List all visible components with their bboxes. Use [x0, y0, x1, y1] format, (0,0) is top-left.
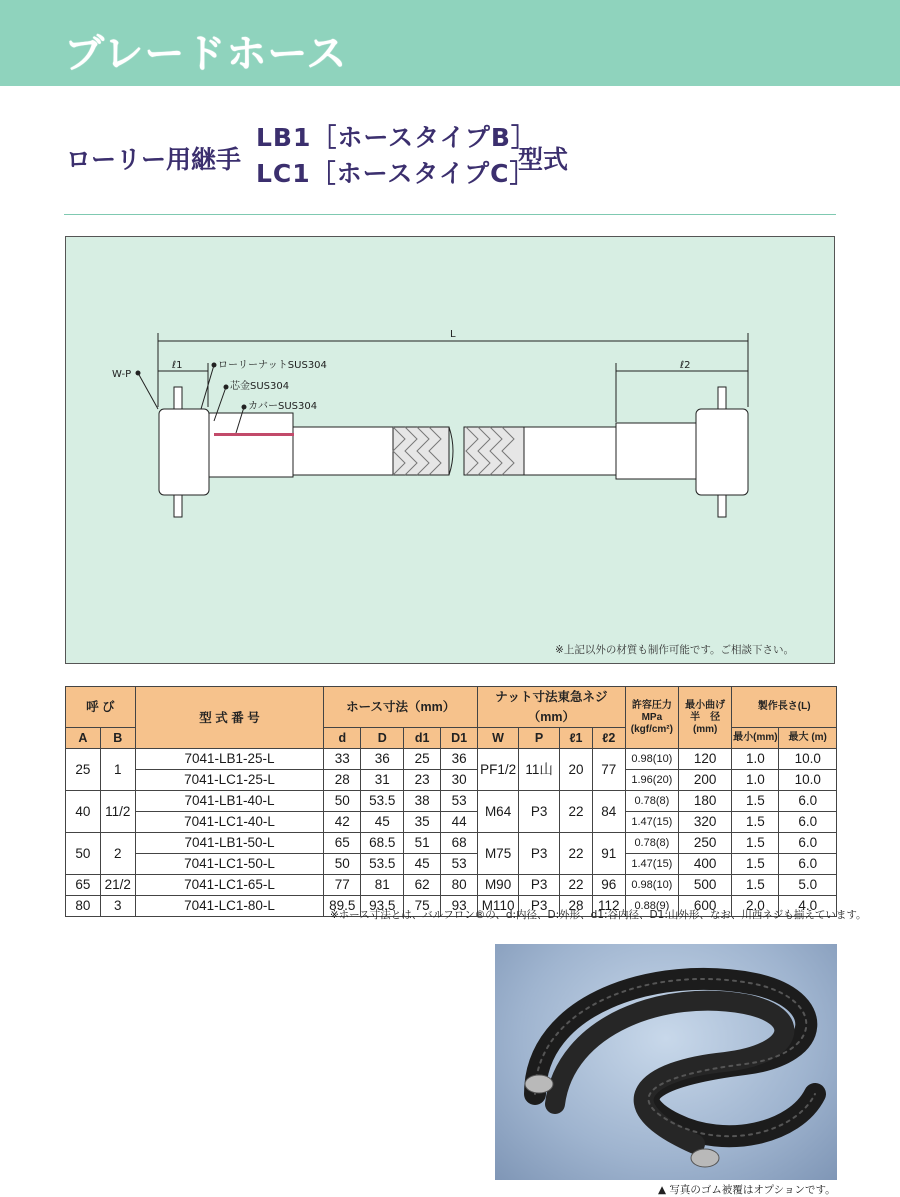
col-pressure: 許容圧力 MPa (kgf/cm²) [625, 687, 678, 749]
cell-model: 7041-LB1-25-L [135, 749, 324, 770]
cell-radius: 120 [679, 749, 732, 770]
col-D: D [361, 728, 404, 749]
spec-table [65, 686, 837, 917]
cell-D1: 80 [441, 875, 478, 896]
cell-d: 77 [324, 875, 361, 896]
cell-min: 1.5 [732, 812, 779, 833]
photo-caption: ▲ 写真のゴム被覆はオプションです。 [658, 1184, 836, 1196]
cell-D1: 93 [441, 896, 478, 917]
cell-d1: 75 [404, 896, 441, 917]
cell-max: 10.0 [779, 749, 837, 770]
cell-model: 7041-LC1-65-L [135, 875, 324, 896]
col-D1: D1 [441, 728, 478, 749]
table-row [66, 833, 837, 854]
col-max: 最大 (m) [779, 728, 837, 749]
cell-d1: 62 [404, 875, 441, 896]
cell-min: 1.0 [732, 749, 779, 770]
cell-pressure: 0.98(10) [625, 749, 678, 770]
cell-d1: 45 [404, 854, 441, 875]
cell-D: 45 [361, 812, 404, 833]
table-row [66, 791, 837, 812]
col-min: 最小(mm) [732, 728, 779, 749]
label-cover: カバーSUS304 [248, 401, 318, 412]
col-l2: ℓ2 [592, 728, 625, 749]
cell-D: 53.5 [361, 791, 404, 812]
cell-w: PF1/2 [478, 749, 519, 791]
cell-l1: 22 [560, 833, 593, 875]
cell-D1: 53 [441, 854, 478, 875]
cell-radius: 600 [679, 896, 732, 917]
cell-D: 31 [361, 770, 404, 791]
cell-radius: 500 [679, 875, 732, 896]
cell-p: P3 [519, 791, 560, 833]
cell-l2: 77 [592, 749, 625, 791]
col-hose: ホース寸法（mm） [324, 687, 478, 728]
table-row [66, 749, 837, 770]
cell-b: 1 [100, 749, 135, 791]
table-row [66, 812, 837, 833]
model-lc1: LC1［ホースタイプC］ [256, 159, 536, 188]
cell-model: 7041-LB1-50-L [135, 833, 324, 854]
cell-min: 1.5 [732, 791, 779, 812]
cell-min: 1.5 [732, 875, 779, 896]
cell-pressure: 0.88(9) [625, 896, 678, 917]
cell-radius: 320 [679, 812, 732, 833]
cell-D: 81 [361, 875, 404, 896]
cell-min: 1.5 [732, 854, 779, 875]
cell-a: 40 [66, 791, 101, 833]
col-yobi: 呼 び [66, 687, 136, 728]
cell-max: 10.0 [779, 770, 837, 791]
table-row [66, 875, 837, 896]
cell-radius: 200 [679, 770, 732, 791]
cell-d: 33 [324, 749, 361, 770]
page-title: ブレードホース [64, 31, 348, 77]
cell-d: 50 [324, 791, 361, 812]
cell-l1: 22 [560, 791, 593, 833]
divider [64, 214, 836, 215]
cell-model: 7041-LC1-80-L [135, 896, 324, 917]
label-l1: ℓ1 [172, 360, 183, 371]
col-length: 製作長さ(L) [732, 687, 837, 728]
cell-min: 2.0 [732, 896, 779, 917]
cell-model: 7041-LB1-40-L [135, 791, 324, 812]
col-d1: d1 [404, 728, 441, 749]
cell-a: 65 [66, 875, 101, 896]
cell-a: 50 [66, 833, 101, 875]
cell-radius: 180 [679, 791, 732, 812]
cell-pressure: 0.78(8) [625, 833, 678, 854]
cell-max: 6.0 [779, 791, 837, 812]
cell-p: P3 [519, 875, 560, 896]
cell-l2: 84 [592, 791, 625, 833]
cell-b: 3 [100, 896, 135, 917]
col-nut: ナット寸法東急ネジ（mm） [478, 687, 626, 728]
label-length: L [450, 329, 456, 340]
col-l1: ℓ1 [560, 728, 593, 749]
cell-min: 1.5 [732, 833, 779, 854]
cell-D: 53.5 [361, 854, 404, 875]
subtitle-type: 型式 [518, 145, 569, 174]
cell-l2: 112 [592, 896, 625, 917]
cell-d: 42 [324, 812, 361, 833]
cell-d1: 25 [404, 749, 441, 770]
cell-w: M75 [478, 833, 519, 875]
diagram-note: ※上記以外の材質も制作可能です。ご相談下さい。 [555, 644, 794, 656]
cell-w: M64 [478, 791, 519, 833]
col-radius: 最小曲げ 半 径 (mm) [679, 687, 732, 749]
cell-w: M110 [478, 896, 519, 917]
cell-max: 5.0 [779, 875, 837, 896]
cell-D: 68.5 [361, 833, 404, 854]
cell-b: 2 [100, 833, 135, 875]
cell-model: 7041-LC1-50-L [135, 854, 324, 875]
hose-photo-drawing [495, 944, 837, 1180]
label-nut: ローリーナットSUS304 [218, 360, 327, 371]
cell-b: 21/2 [100, 875, 135, 896]
cell-pressure: 1.47(15) [625, 854, 678, 875]
cell-d: 28 [324, 770, 361, 791]
cell-D1: 53 [441, 791, 478, 812]
cell-D1: 44 [441, 812, 478, 833]
cell-radius: 400 [679, 854, 732, 875]
cell-l2: 91 [592, 833, 625, 875]
cell-D: 36 [361, 749, 404, 770]
cell-d1: 51 [404, 833, 441, 854]
col-model: 型 式 番 号 [135, 687, 324, 749]
cell-l1: 20 [560, 749, 593, 791]
cell-min: 1.0 [732, 770, 779, 791]
cell-l1: 22 [560, 875, 593, 896]
cell-b: 11/2 [100, 791, 135, 833]
cell-D1: 68 [441, 833, 478, 854]
col-w: W [478, 728, 519, 749]
table-row [66, 854, 837, 875]
cell-pressure: 0.78(8) [625, 791, 678, 812]
cell-max: 6.0 [779, 854, 837, 875]
cell-d1: 38 [404, 791, 441, 812]
cell-D1: 36 [441, 749, 478, 770]
table-row [66, 770, 837, 791]
cell-d: 89.5 [324, 896, 361, 917]
hose-diagram [65, 236, 835, 664]
cell-D1: 30 [441, 770, 478, 791]
hose-photo [495, 944, 837, 1180]
cell-l2: 96 [592, 875, 625, 896]
hose-drawing [66, 237, 836, 665]
cell-max: 6.0 [779, 833, 837, 854]
cell-p: P3 [519, 833, 560, 875]
cell-max: 6.0 [779, 812, 837, 833]
cell-pressure: 0.98(10) [625, 875, 678, 896]
label-wp: W-P [112, 369, 132, 380]
table-note: ※ホース寸法とは、バルフロン®の、d:内径、D:外形、d1:谷内径、D1:山外形、なお、川西ネジも揃えています。 [330, 909, 867, 921]
cell-max: 4.0 [779, 896, 837, 917]
cell-radius: 250 [679, 833, 732, 854]
cell-pressure: 1.96(20) [625, 770, 678, 791]
cell-d: 50 [324, 854, 361, 875]
cell-model: 7041-LC1-40-L [135, 812, 324, 833]
cell-model: 7041-LC1-25-L [135, 770, 324, 791]
cell-d: 65 [324, 833, 361, 854]
cell-d1: 23 [404, 770, 441, 791]
cell-a: 25 [66, 749, 101, 791]
col-b: B [100, 728, 135, 749]
label-core: 芯金SUS304 [230, 381, 290, 392]
cell-D: 93.5 [361, 896, 404, 917]
subtitle-usage: ローリー用継手 [66, 145, 242, 174]
col-a: A [66, 728, 101, 749]
model-lb1: LB1［ホースタイプB］ [256, 123, 537, 152]
cell-l1: 28 [560, 896, 593, 917]
cell-pressure: 1.47(15) [625, 812, 678, 833]
cell-p: 11山 [519, 749, 560, 791]
cell-p: P3 [519, 896, 560, 917]
label-l2: ℓ2 [680, 360, 691, 371]
cell-a: 80 [66, 896, 101, 917]
cell-w: M90 [478, 875, 519, 896]
col-d: d [324, 728, 361, 749]
col-p: P [519, 728, 560, 749]
cell-d1: 35 [404, 812, 441, 833]
